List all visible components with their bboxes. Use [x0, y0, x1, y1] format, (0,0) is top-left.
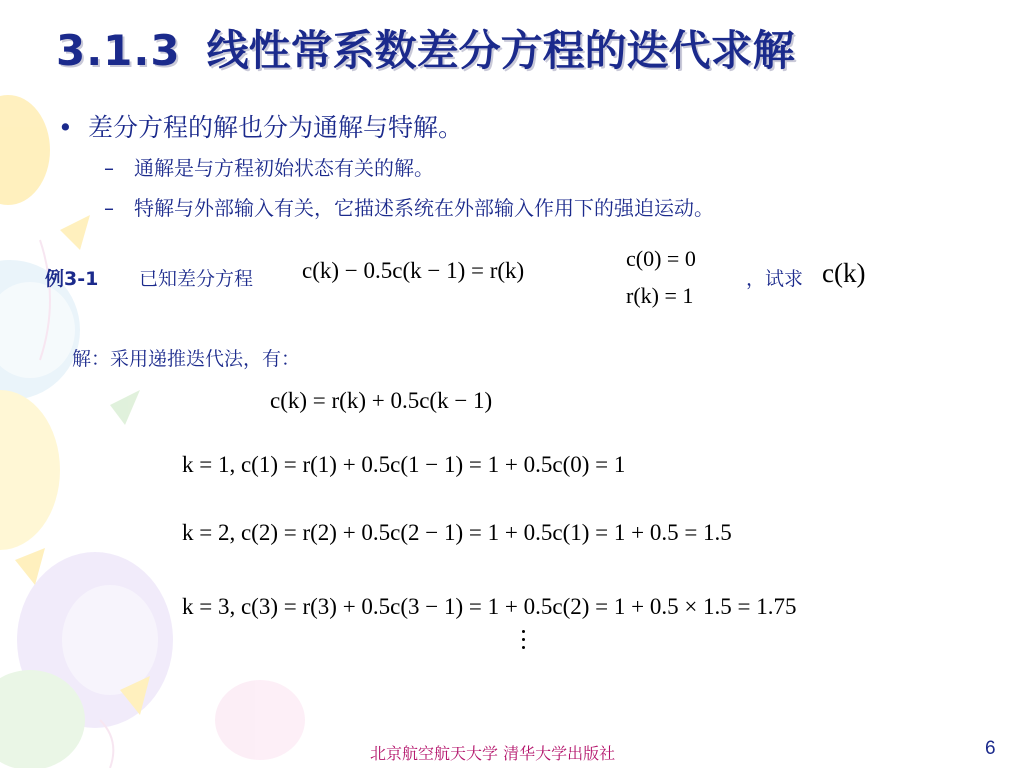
ask-target: c(k) — [822, 258, 866, 288]
solution-intro: 解：采用递推迭代法，有： — [72, 348, 301, 370]
input-condition: r(k) = 1 — [626, 283, 694, 308]
example-ask: ，试求 — [746, 268, 804, 290]
title-text: 线性常系数差分方程的迭代求解 — [206, 26, 795, 75]
sub-item-dash: – — [104, 156, 114, 180]
slide-title — [56, 18, 795, 78]
main-bullet — [58, 108, 463, 144]
example-label: 例3-1 — [45, 268, 99, 290]
sub-item-text: 特解与外部输入有关，它描述系统在外部输入作用下的强迫运动。 — [134, 196, 714, 220]
iteration-step: k = 1, c(1) = r(1) + 0.5c(1 − 1) = 1 + 0.5c(0) = 1 — [182, 452, 626, 477]
sub-item-dash: – — [104, 196, 114, 220]
section-number: 3.1.3 — [56, 26, 181, 75]
vertical-ellipsis — [518, 630, 528, 654]
sub-item-text: 通解是与方程初始状态有关的解。 — [134, 156, 434, 180]
sub-item — [104, 152, 434, 181]
bullet-text: 差分方程的解也分为通解与特解。 — [88, 113, 464, 142]
page-number: 6 — [985, 738, 996, 759]
footer-publisher: 北京航空航天大学 清华大学出版社 — [370, 744, 616, 763]
example-equation: c(k) − 0.5c(k − 1) = r(k) — [302, 258, 525, 283]
iteration-step: k = 2, c(2) = r(2) + 0.5c(2 − 1) = 1 + 0.5c(1) = 1 + 0.5 = 1.5 — [182, 520, 732, 545]
recurrence-equation: c(k) = r(k) + 0.5c(k − 1) — [270, 388, 493, 413]
initial-condition: c(0) = 0 — [626, 246, 696, 271]
sub-item — [104, 192, 714, 221]
iteration-step: k = 3, c(3) = r(3) + 0.5c(3 − 1) = 1 + 0.5c(2) = 1 + 0.5 × 1.5 = 1.75 — [182, 594, 797, 619]
example-intro: 已知差分方程 — [139, 268, 254, 290]
bullet-dot-icon: • — [58, 113, 73, 142]
